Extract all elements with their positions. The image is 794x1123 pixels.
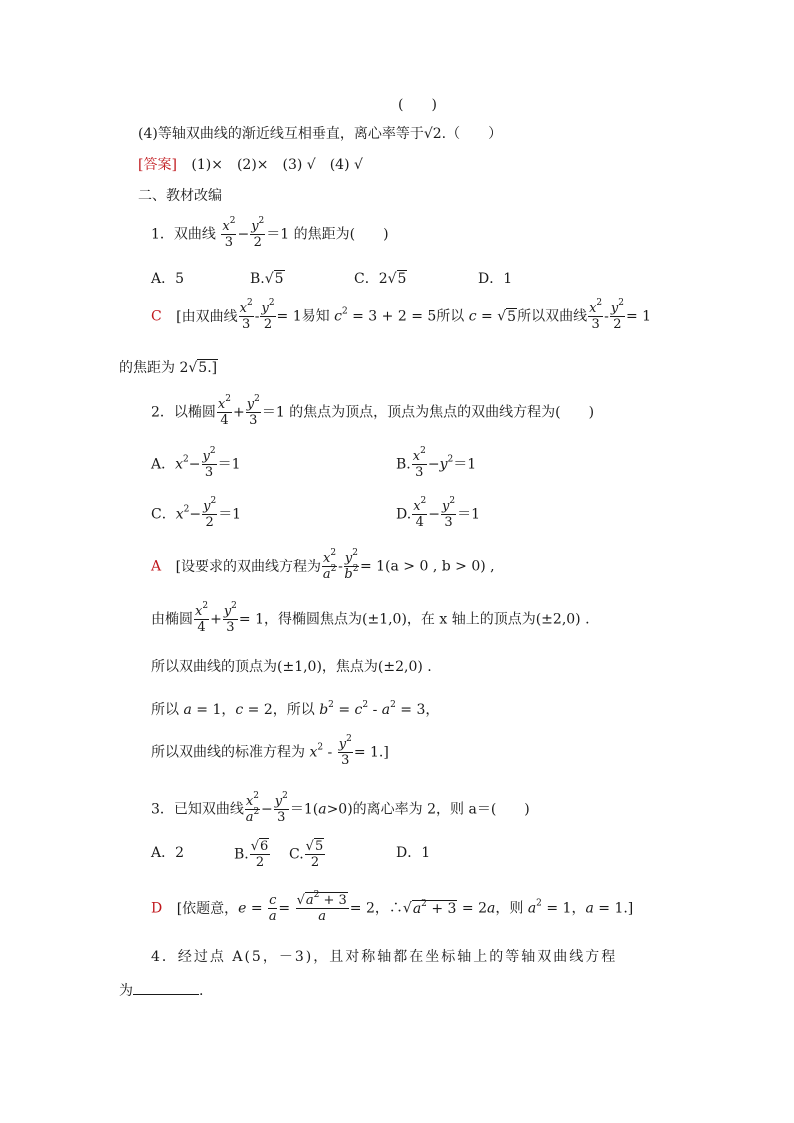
q3-option-c: C. $\frac{√5}{2}$	[289, 839, 324, 870]
question-1: 1．双曲线 $\frac{x^2}{3}$ − $\frac{y^2}{2}$ ＝1 的焦距为( )	[151, 216, 389, 250]
item-4-tail: 2.（ ）	[432, 126, 503, 142]
item-4	[138, 127, 502, 141]
q2-option-d: D. $\frac{x^2}{4}$ − $\frac{y^2}{3}$ ＝1	[396, 496, 481, 530]
q1-option-b: B.√5	[250, 271, 284, 287]
fraction: $\frac{y^2}{2}$	[251, 216, 265, 250]
q3-option-a: A．2	[151, 845, 185, 861]
q1-option-c: C．2√5	[354, 271, 407, 287]
question-4-cont: 为 .	[119, 983, 204, 999]
q1-solution: C [由双曲线 $\frac{x^2}{3}$ - $\frac{y^2}{2}$ = 1易知 $c^2 = 3 + 2 = 5$所以 c = √5所以双曲线 $\frac{x^2}{3}$ - $\frac{y^2}{2}$ = 1	[151, 298, 652, 332]
q2-solution-1: A [设要求的双曲线方程为 $\frac{x^2}{a^2}$ - $\frac{y^2}{b^2}$ = 1(a > 0 , b > 0) ,	[151, 548, 495, 582]
q1-option-a: A．5	[151, 271, 185, 287]
q1-option-d: D．1	[478, 271, 513, 287]
q2-option-a: A．$x^2-$ $\frac{y^2}{3}$ ＝1	[151, 446, 241, 480]
question-4: 4．经过点 A(5，－3)，且对称轴都在坐标轴上的等轴双曲线方程	[151, 949, 618, 965]
q2-solution-5: 所以双曲线的标准方程为 $x^2$ - $\frac{y^2}{3}$ = 1.]	[151, 734, 389, 768]
answer-paren: ( )	[398, 97, 437, 113]
q3-option-d: D．1	[396, 845, 431, 861]
answers-label: [答案]	[138, 157, 177, 173]
q2-solution-2: 由椭圆 $\frac{x^2}{4}$ + $\frac{y^2}{3}$ = 1，得椭圆焦点为(±1,0)，在 x 轴上的顶点为(±2,0) .	[151, 601, 590, 635]
question-2: 2．以椭圆 $\frac{x^2}{4}$ + $\frac{y^2}{3}$ ＝1 的焦点为顶点，顶点为焦点的双曲线方程为( )	[151, 394, 595, 428]
q1-suffix: ＝1 的焦距为( )	[266, 226, 389, 243]
item-4-text: (4)等轴双曲线的渐近线互相垂直，离心率等于	[138, 126, 424, 142]
q2-option-c: C．$x^2-$ $\frac{y^2}{2}$ ＝1	[151, 496, 242, 530]
fraction: $\frac{x^2}{3}$	[222, 216, 236, 250]
q2-option-b: B. $\frac{x^2}{3}$ $-y^2=1$	[396, 446, 477, 480]
q3-solution: D [依题意，e = $\frac{c}{a}$ = $\frac{√a^2 + 3}{a}$ = 2，$\therefore√a^2 + 3 = 2a$，则 $a^2 = 1$，a = 1.]	[151, 890, 634, 924]
sqrt-symbol: √	[423, 126, 433, 142]
q2-solution-3: 所以双曲线的顶点为(±1,0)，焦点为(±2,0) .	[151, 659, 432, 675]
section-heading: 二、教材改编	[138, 188, 222, 204]
answers-line	[138, 158, 363, 172]
q1-solution-cont: 的焦距为 2√5.]	[119, 360, 218, 376]
answers-values: (1)× (2)× (3) √ (4) √	[191, 157, 363, 173]
q2-solution-4: 所以 a = 1，c = 2，所以 $b^2 = c^2 - a^2 = 3$，	[151, 700, 440, 718]
q1-prefix: 1．双曲线	[151, 226, 216, 243]
q1-answer-letter: C	[151, 308, 162, 325]
q3-option-b: B. $\frac{√6}{2}$	[234, 839, 269, 870]
question-3: 3．已知双曲线 $\frac{x^2}{a^2}$ − $\frac{y^2}{3}$ ＝1(a>0)的离心率为 2，则 a＝( )	[151, 791, 530, 825]
answer-blank[interactable]	[133, 982, 199, 995]
